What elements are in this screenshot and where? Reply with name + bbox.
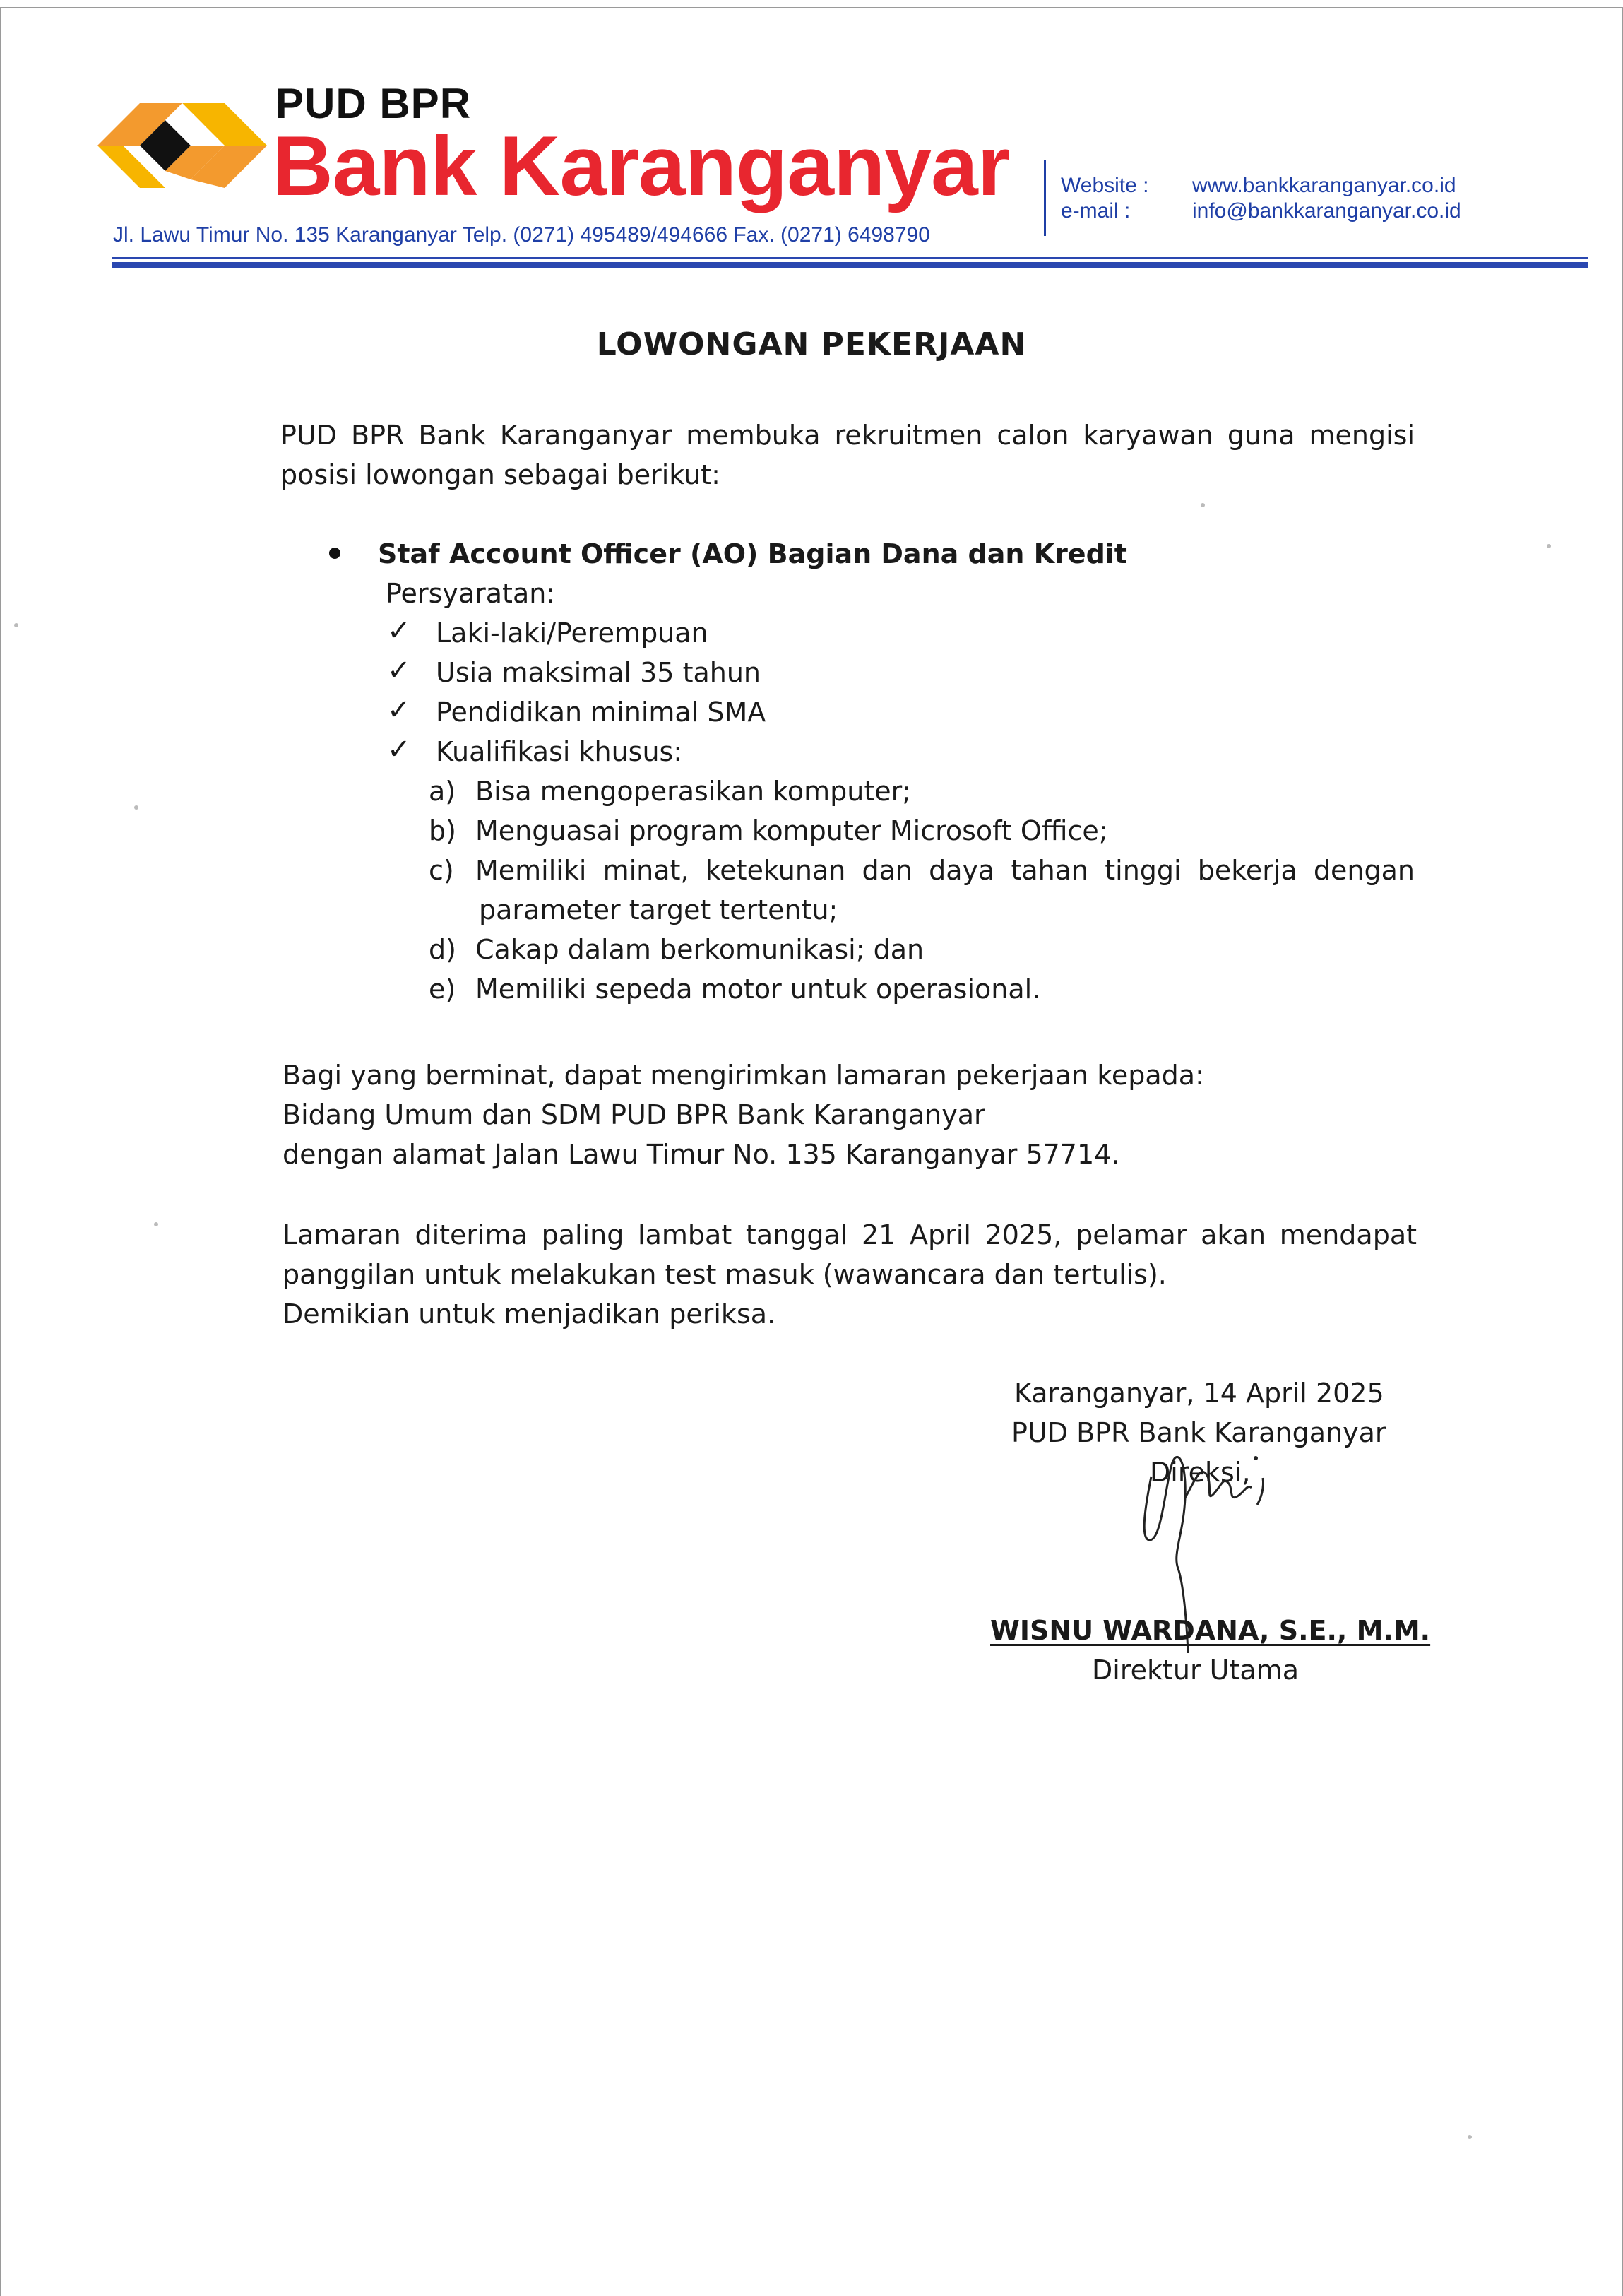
requirement-item: Usia maksimal 35 tahun	[436, 657, 761, 688]
qualification-item-continued: parameter target tertentu;	[479, 894, 838, 925]
brand-name: Bank Karanganyar	[272, 119, 1010, 213]
deadline-line: Lamaran diterima paling lambat tanggal 21 April 2025, pelamar akan mendapat	[283, 1219, 1417, 1250]
scan-speck	[1468, 2135, 1472, 2139]
qualification-item: Memiliki minat, ketekunan dan daya tahan tinggi bekerja dengan	[475, 855, 1415, 886]
bullet-icon	[329, 548, 340, 559]
qualification-item: Memiliki sepeda motor untuk operasional.	[475, 974, 1041, 1005]
requirement-item: Laki-laki/Perempuan	[436, 617, 708, 649]
deadline-line: Demikian untuk menjadikan periksa.	[283, 1298, 776, 1330]
email-link[interactable]: info@bankkaranganyar.co.id	[1192, 199, 1461, 223]
qualification-marker: b)	[429, 815, 456, 846]
application-line: Bidang Umum dan SDM PUD BPR Bank Karanganyar	[283, 1099, 985, 1130]
qualification-item: Menguasai program komputer Microsoft Office;	[475, 815, 1108, 846]
closing-department: Direksi,	[1150, 1457, 1251, 1488]
qualification-item: Cakap dalam berkomunikasi; dan	[475, 934, 925, 965]
checkmark-icon: ✓	[387, 654, 411, 687]
scan-speck	[1201, 503, 1205, 507]
qualification-item: Bisa mengoperasikan komputer;	[475, 776, 912, 807]
contact-labels	[1061, 173, 1149, 224]
deadline-line: panggilan untuk melakukan test masuk (wawancara dan tertulis).	[283, 1259, 1167, 1290]
scan-speck	[134, 805, 138, 810]
checkmark-icon: ✓	[387, 694, 411, 726]
intro-line-2: posisi lowongan sebagai berikut:	[280, 459, 720, 490]
signer-name: WISNU WARDANA, S.E., M.M.	[990, 1615, 1431, 1646]
application-line: dengan alamat Jalan Lawu Timur No. 135 Karanganyar 57714.	[283, 1139, 1120, 1170]
checkmark-icon: ✓	[387, 615, 411, 647]
website-label: Website :	[1061, 174, 1149, 197]
requirement-item: Kualifikasi khusus:	[436, 736, 683, 767]
scan-speck	[154, 1222, 158, 1226]
qualification-marker: e)	[429, 974, 456, 1005]
scan-speck	[14, 623, 18, 627]
place-date: Karanganyar, 14 April 2025	[1014, 1378, 1384, 1409]
website-link[interactable]: www.bankkaranganyar.co.id	[1192, 174, 1456, 197]
document-title: LOWONGAN PEKERJAAN	[596, 326, 1027, 362]
contact-divider	[1044, 160, 1046, 236]
bank-logo-icon	[97, 90, 267, 203]
requirement-item: Pendidikan minimal SMA	[436, 697, 766, 728]
qualification-marker: a)	[429, 776, 456, 807]
letterhead-rule-thin	[112, 257, 1588, 259]
qualification-marker: c)	[429, 855, 454, 886]
page-border-top	[0, 7, 1623, 8]
application-line: Bagi yang berminat, dapat mengirimkan lamaran pekerjaan kepada:	[283, 1060, 1204, 1091]
scan-speck	[1547, 544, 1551, 548]
brand-small-name: PUD BPR	[275, 80, 472, 127]
intro-line-1: PUD BPR Bank Karanganyar membuka rekruitmen calon karyawan guna mengisi	[280, 420, 1415, 451]
signer-title: Direktur Utama	[1092, 1655, 1299, 1686]
bank-address: Jl. Lawu Timur No. 135 Karanganyar Telp. (0271) 495489/494666 Fax. (0271) 6498790	[113, 223, 930, 247]
contact-values	[1192, 173, 1461, 224]
closing-organization: PUD BPR Bank Karanganyar	[1011, 1417, 1386, 1448]
qualification-marker: d)	[429, 934, 456, 965]
letterhead-rule-thick	[112, 262, 1588, 268]
checkmark-icon: ✓	[387, 733, 411, 766]
email-label: e-mail :	[1061, 199, 1131, 223]
position-title: Staf Account Officer (AO) Bagian Dana dan Kredit	[378, 538, 1127, 569]
requirements-label: Persyaratan:	[386, 578, 556, 609]
